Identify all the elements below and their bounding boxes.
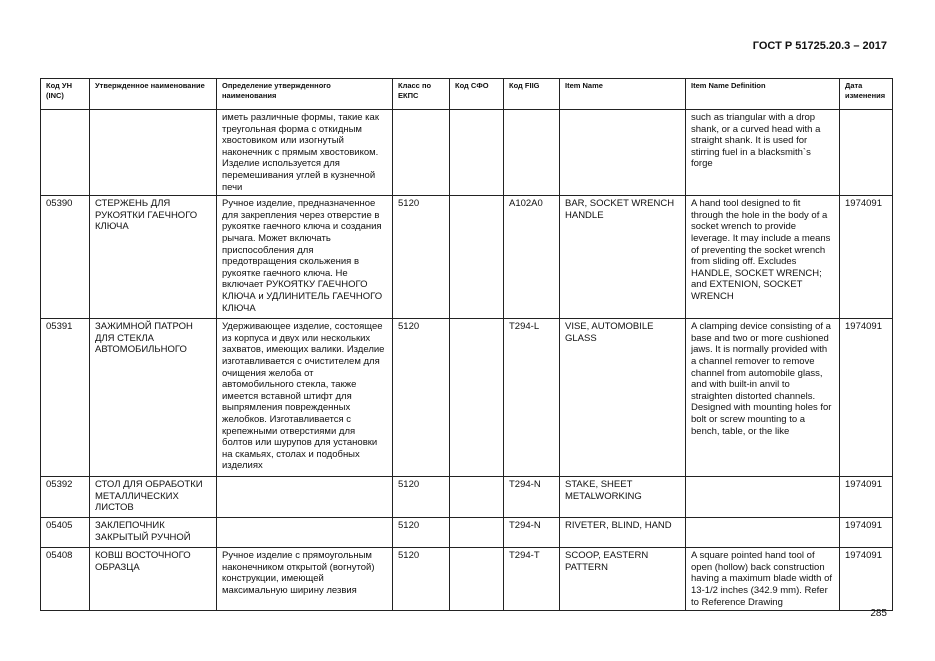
cell-sfo <box>450 548 504 611</box>
cell-def-ru: Ручное изделие с прямоугольным наконечником открытой (вогнутой) конструкции, имеющей максимальную ширину лезвия <box>217 548 393 611</box>
cell-class: 5120 <box>393 548 450 611</box>
cell-sfo <box>450 110 504 196</box>
col-header-def-ru: Определение утвержденного наименования <box>217 79 393 110</box>
table-row <box>41 110 893 196</box>
cell-name: КОВШ ВОСТОЧНОГО ОБРАЗЦА <box>90 548 217 611</box>
cell-def-ru: Удерживающее изделие, состоящее из корпуса и двух или нескольких захватов, имеющих валики. Изделие изготавливается с очистителем для очищения желоба от автомобильного стекла, также имеется вставной штифт для выпрямления поврежденных желобков. Изготавливается с крепежными отверстиями для болтов или шурупов для установки на скамьях, столах и подобных изделиях <box>217 319 393 477</box>
cell-class: 5120 <box>393 518 450 548</box>
cell-date <box>840 110 893 196</box>
cell-fiig: T294-N <box>504 477 560 518</box>
cell-inc: 05391 <box>41 319 90 477</box>
cell-date: 1974091 <box>840 518 893 548</box>
page-number: 285 <box>870 608 887 619</box>
cell-class <box>393 110 450 196</box>
cell-item-name: RIVETER, BLIND, HAND <box>560 518 686 548</box>
catalog-table <box>40 78 893 611</box>
col-header-inc: Код УН (INC) <box>41 79 90 110</box>
table-row <box>41 518 893 548</box>
cell-def-en: A hand tool designed to fit through the hole in the body of a socket wrench to provide leverage. It may include a means of preventing the socket wrench from sliding off. Excludes HANDLE, SOCKET WRENCH; and EXTENION, SOCKET WRENCH <box>686 196 840 319</box>
cell-fiig: T294-N <box>504 518 560 548</box>
cell-date: 1974091 <box>840 477 893 518</box>
cell-def-en: such as triangular with a drop shank, or a curved head with a straight shank. It is used for stirring fuel in a blacksmith`s forge <box>686 110 840 196</box>
cell-def-en: A square pointed hand tool of open (hollow) back construction having a maximum blade width of 13-1/2 inches (342.9 mm). Refer to Reference Drawing <box>686 548 840 611</box>
cell-item-name <box>560 110 686 196</box>
cell-name: СТОЛ ДЛЯ ОБРАБОТКИ МЕТАЛЛИЧЕСКИХ ЛИСТОВ <box>90 477 217 518</box>
cell-class: 5120 <box>393 477 450 518</box>
cell-item-name: STAKE, SHEET METALWORKING <box>560 477 686 518</box>
cell-fiig: T294-L <box>504 319 560 477</box>
cell-name: СТЕРЖЕНЬ ДЛЯ РУКОЯТКИ ГАЕЧНОГО КЛЮЧА <box>90 196 217 319</box>
cell-class: 5120 <box>393 319 450 477</box>
col-header-class: Класс по ЕКПС <box>393 79 450 110</box>
cell-def-en: A clamping device consisting of a base and two or more cushioned jaws. It is normally provided with a channel remover to remove channel from automobile glass, and with built-in anvil to straighten distorted channels. Designed with mounting holes for bolt or screw mounting to a bench, table, or the like <box>686 319 840 477</box>
cell-def-ru <box>217 518 393 548</box>
cell-item-name: BAR, SOCKET WRENCH HANDLE <box>560 196 686 319</box>
cell-sfo <box>450 319 504 477</box>
cell-inc: 05408 <box>41 548 90 611</box>
cell-inc: 05390 <box>41 196 90 319</box>
col-header-def-en: Item Name Definition <box>686 79 840 110</box>
cell-name <box>90 110 217 196</box>
cell-fiig <box>504 110 560 196</box>
cell-class: 5120 <box>393 196 450 319</box>
cell-name: ЗАКЛЕПОЧНИК ЗАКРЫТЫЙ РУЧНОЙ <box>90 518 217 548</box>
cell-name: ЗАЖИМНОЙ ПАТРОН ДЛЯ СТЕКЛА АВТОМОБИЛЬНОГО <box>90 319 217 477</box>
cell-inc: 05392 <box>41 477 90 518</box>
table-row <box>41 548 893 611</box>
col-header-sfo: Код СФО <box>450 79 504 110</box>
cell-def-ru <box>217 477 393 518</box>
col-header-fiig: Код FIIG <box>504 79 560 110</box>
cell-fiig: T294-T <box>504 548 560 611</box>
document-header: ГОСТ Р 51725.20.3 – 2017 <box>752 40 887 52</box>
table-row <box>41 196 893 319</box>
cell-inc <box>41 110 90 196</box>
cell-sfo <box>450 477 504 518</box>
col-header-date: Дата изменения <box>840 79 893 110</box>
table-row <box>41 319 893 477</box>
cell-fiig: A102A0 <box>504 196 560 319</box>
cell-date: 1974091 <box>840 319 893 477</box>
cell-date: 1974091 <box>840 548 893 611</box>
cell-def-en <box>686 518 840 548</box>
table-row <box>41 477 893 518</box>
cell-def-en <box>686 477 840 518</box>
cell-def-ru: иметь различные формы, такие как треугольная форма с откидным хвостовиком или изогнутый наконечник с прямым хвостовиком. Изделие используется для перемешивания углей в кузнечной печи <box>217 110 393 196</box>
table-header-row <box>41 79 893 110</box>
cell-def-ru: Ручное изделие, предназначенное для закрепления через отверстие в рукоятке гаечного ключа и создания рычага. Может включать приспособления для предотвращения скольжения в рукоятке гаечного ключа. Не включает РУКОЯТКУ ГАЕЧНОГО КЛЮЧА и УДЛИНИТЕЛЬ ГАЕЧНОГО КЛЮЧА <box>217 196 393 319</box>
cell-sfo <box>450 196 504 319</box>
col-header-name: Утвержденное наименование <box>90 79 217 110</box>
cell-inc: 05405 <box>41 518 90 548</box>
cell-item-name: SCOOP, EASTERN PATTERN <box>560 548 686 611</box>
cell-date: 1974091 <box>840 196 893 319</box>
col-header-item-name: Item Name <box>560 79 686 110</box>
cell-sfo <box>450 518 504 548</box>
cell-item-name: VISE, AUTOMOBILE GLASS <box>560 319 686 477</box>
